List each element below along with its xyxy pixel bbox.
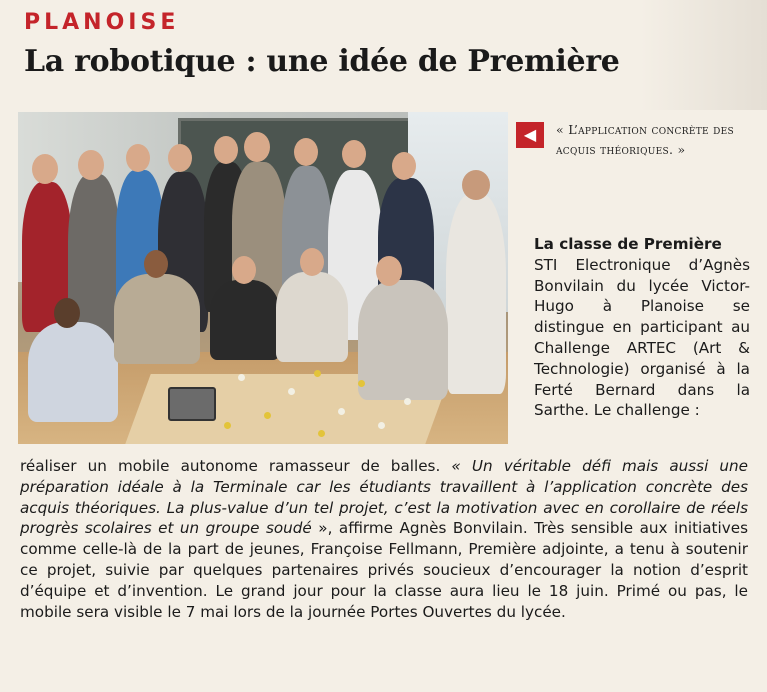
photo-head bbox=[32, 154, 58, 184]
photo-ball bbox=[358, 380, 365, 387]
photo-head bbox=[78, 150, 104, 180]
photo-ball bbox=[404, 398, 411, 405]
article-body-quote: « Un véritable défi mais aussi une préparation idéale à la Terminale car les étudiants travaillent à l’application concrète des acquis théoriques. La plus-value d’un tel projet, c’est la motivation avec en corollaire de réels progrès scolaires et un groupe soudé bbox=[20, 457, 749, 538]
pull-quote bbox=[516, 120, 756, 180]
photo-head bbox=[214, 136, 238, 164]
photo-head bbox=[300, 248, 324, 276]
photo-ball bbox=[238, 374, 245, 381]
photo-head bbox=[54, 298, 80, 328]
photo-head bbox=[244, 132, 270, 162]
photo-head bbox=[342, 140, 366, 168]
photo-head bbox=[392, 152, 416, 180]
photo-head bbox=[294, 138, 318, 166]
photo-head bbox=[232, 256, 256, 284]
article-body bbox=[20, 456, 748, 622]
photo-person bbox=[210, 280, 280, 360]
article-body-part-2: », affirme Agnès Bonvilain. Très sensible aux initiatives comme celle-là de la part de jeunes, Françoise Fellmann, Première adjointe, a tenu à soutenir ce projet, suivie par quelques partenaires privés soucieux d’encourager la notion d’esprit d’équipe et d’invention. Le grand jour pour la classe aura lieu le 18 juin. Primé ou pas, le mobile sera visible le 7 mai lors de la journée Portes Ouvertes du lycée. bbox=[20, 519, 748, 621]
photo-person bbox=[114, 274, 200, 364]
article-headline: La robotique : une idée de Première bbox=[24, 44, 620, 79]
photo-head bbox=[462, 170, 490, 200]
photo-ball bbox=[338, 408, 345, 415]
article-side-column bbox=[534, 234, 750, 421]
arrow-left-icon: ◀ bbox=[516, 122, 544, 148]
photo-ball bbox=[288, 388, 295, 395]
article-photo bbox=[18, 112, 508, 444]
photo-head bbox=[376, 256, 402, 286]
photo-head bbox=[144, 250, 168, 278]
photo-head bbox=[168, 144, 192, 172]
article-body-part-1: réaliser un mobile autonome ramasseur de balles. bbox=[20, 457, 452, 475]
photo-head bbox=[126, 144, 150, 172]
photo-ball bbox=[264, 412, 271, 419]
photo-ball bbox=[314, 370, 321, 377]
photo-person bbox=[358, 280, 448, 400]
photo-robot bbox=[168, 387, 216, 421]
article-side-body: STI Electronique d’Agnès Bonvilain du lycée Victor-Hugo à Planoise se distingue en participant au Challenge ARTEC (Art & Technologie) organisé à la Ferté Bernard dans la Sarthe. Le challenge : bbox=[534, 255, 750, 420]
section-kicker: PLANOISE bbox=[24, 10, 180, 35]
pull-quote-text: « L’application concrète des acquis théoriques. » bbox=[556, 122, 734, 157]
photo-person bbox=[28, 322, 118, 422]
page-bleed-through bbox=[640, 0, 767, 110]
photo-person bbox=[446, 194, 506, 394]
photo-person bbox=[276, 272, 348, 362]
photo-ball bbox=[378, 422, 385, 429]
photo-ball bbox=[318, 430, 325, 437]
photo-ball bbox=[224, 422, 231, 429]
article-lead: La classe de Première bbox=[534, 235, 722, 253]
